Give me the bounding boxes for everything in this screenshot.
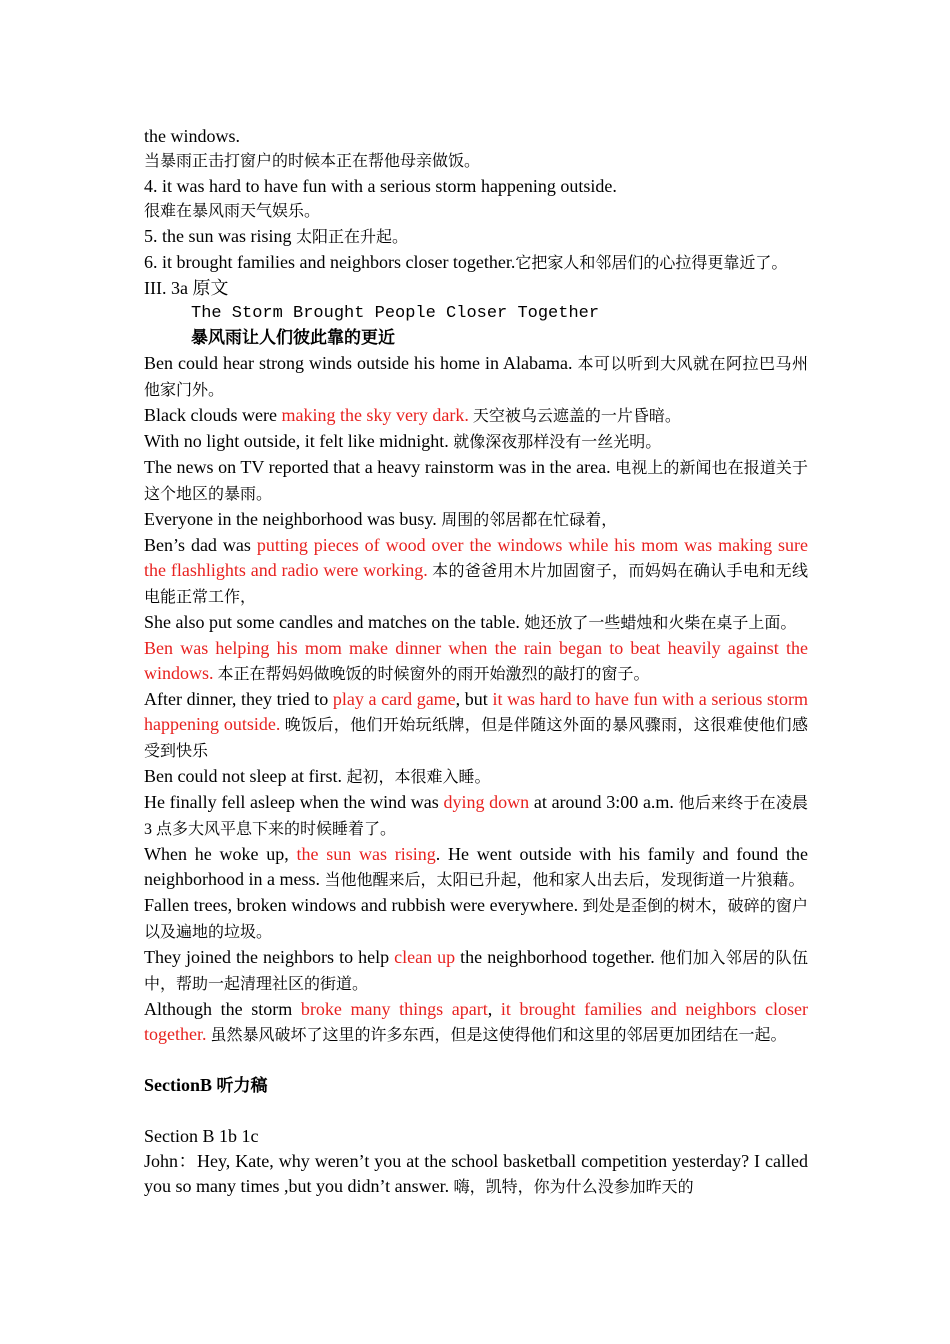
text-en: 5. the sun was rising bbox=[144, 226, 296, 246]
highlight-phrase: it brought families and neighbors closer together. bbox=[144, 999, 808, 1044]
article-paragraph: Ben was helping his mom make dinner when the rain began to beat heavily against the windows. 本正在帮妈妈做晚饭的时候窗外的雨开始激烈的敲打的窗子。 bbox=[144, 638, 808, 683]
document-page bbox=[144, 124, 808, 1200]
article-paragraph: Fallen trees, broken windows and rubbish were everywhere. 到处是歪倒的树木，破碎的窗户以及遍地的垃圾。 bbox=[144, 895, 808, 941]
article-paragraph: They joined the neighbors to help clean up the neighborhood together. 他们加入邻居的队伍中，帮助一起清理社区的街道。 bbox=[144, 947, 808, 993]
section-label: III. 3a 原文 bbox=[144, 278, 229, 298]
article-paragraph: Although the storm broke many things apart, it brought families and neighbors closer together. 虽然暴风破坏了这里的许多东西，但是这使得他们和这里的邻居更加团结在一起。 bbox=[144, 999, 808, 1044]
article-paragraph: He finally fell asleep when the wind was dying down at around 3:00 a.m. 他后来终于在凌晨 3 点多大风平息下来的时候睡着了。 bbox=[144, 792, 809, 838]
section-subheading: Section B 1b 1c bbox=[144, 1126, 259, 1146]
highlight-phrase: clean up bbox=[394, 947, 456, 967]
dialog-line: John：Hey, Kate, why weren’t you at the school basketball competition yesterday? I called you so many times ,but you didn’t answer. 嗨，凯特，你为什么没参加昨天的 bbox=[144, 1151, 808, 1196]
highlight-phrase: the sun was rising bbox=[296, 844, 436, 864]
article-paragraph: The news on TV reported that a heavy rainstorm was in the area. 电视上的新闻也在报道关于这个地区的暴雨。 bbox=[144, 457, 808, 503]
article-paragraph: Ben’s dad was putting pieces of wood over the windows while his mom was making sure the flashlights and radio were working. 本的爸爸用木片加固窗子，而妈妈在确认手电和无线电能正常工作， bbox=[144, 535, 809, 606]
article-paragraph: Ben could not sleep at first. 起初，本很难入睡。 bbox=[144, 766, 491, 786]
highlight-phrase: Ben was helping his mom make dinner when the rain began to beat heavily against the windows. bbox=[144, 638, 808, 683]
article-paragraph: Everyone in the neighborhood was busy. 周围的邻居都在忙碌着， bbox=[144, 509, 618, 529]
text-line bbox=[144, 224, 808, 250]
article-paragraph: After dinner, they tried to play a card game, but it was hard to have fun with a serious storm happening outside. 晚饭后，他们开始玩纸牌，但是伴随这外面的暴风骤雨，这很难使他们感受到快乐 bbox=[144, 689, 809, 760]
text-zh: 太阳正在升起。 bbox=[296, 229, 409, 246]
spacer bbox=[144, 1099, 808, 1124]
article-paragraph: Black clouds were making the sky very dark. 天空被乌云遮盖的一片昏暗。 bbox=[144, 405, 681, 425]
highlight-phrase: making the sky very dark. bbox=[281, 405, 469, 425]
article-paragraph: With no light outside, it felt like midnight. 就像深夜那样没有一丝光明。 bbox=[144, 431, 662, 451]
article-paragraph: When he woke up, the sun was rising. He went outside with his family and found the neighborhood in a mess. 当他他醒来后，太阳已升起，他和家人出去后，发现街道一片狼藉。 bbox=[144, 844, 808, 889]
text-line bbox=[144, 250, 808, 276]
highlight-phrase: broke many things apart bbox=[300, 999, 488, 1019]
text-line: the windows. bbox=[144, 126, 240, 146]
article-paragraph: She also put some candles and matches on the table. 她还放了一些蜡烛和火柴在桌子上面。 bbox=[144, 612, 797, 632]
text-en: 6. it brought families and neighbors closer together. bbox=[144, 252, 516, 272]
spacer bbox=[144, 1048, 808, 1073]
text-zh: 它把家人和邻居们的心拉得更靠近了。 bbox=[515, 255, 788, 272]
text-line: 4. it was hard to have fun with a serious storm happening outside. bbox=[144, 176, 617, 196]
highlight-phrase: it was hard to have fun with a serious storm happening outside. bbox=[144, 689, 809, 734]
highlight-phrase: play a card game bbox=[332, 689, 456, 709]
text-line: 当暴雨正击打窗户的时候本正在帮他母亲做饭。 bbox=[144, 153, 481, 170]
text-line: 很难在暴风雨天气娱乐。 bbox=[144, 203, 321, 220]
highlight-phrase: putting pieces of wood over the windows while his mom was making sure the flashlights and radio were working. bbox=[144, 535, 809, 580]
article-title-zh: 暴风雨让人们彼此靠的更近 bbox=[191, 328, 395, 348]
article-title-en: The Storm Brought People Closer Together bbox=[191, 304, 600, 323]
section-heading: SectionB 听力稿 bbox=[144, 1075, 268, 1096]
article-paragraph: Ben could hear strong winds outside his home in Alabama. 本可以听到大风就在阿拉巴马州他家门外。 bbox=[144, 353, 808, 399]
highlight-phrase: dying down bbox=[443, 792, 530, 812]
